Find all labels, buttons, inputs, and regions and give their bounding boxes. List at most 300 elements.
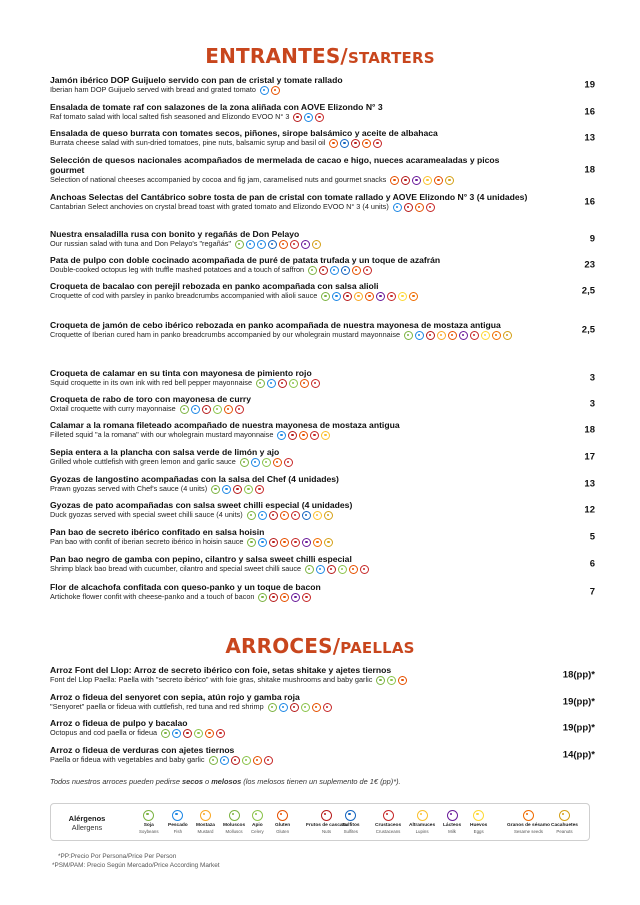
sesame-icon: [313, 538, 322, 547]
gluten-icon: [271, 86, 280, 95]
crustaceans-icon: [284, 458, 293, 467]
item-price: 9: [589, 233, 595, 245]
gluten-icon: [280, 511, 289, 520]
nuts-icon: [327, 565, 336, 574]
item-price: 14(pp)*: [562, 749, 595, 761]
nuts-icon: [183, 729, 192, 738]
item-name-en: [50, 537, 530, 547]
lupins-icon: [321, 431, 330, 440]
legend-label-en: Soybeans: [139, 828, 159, 834]
menu-item: [50, 155, 595, 185]
menu-item: [50, 281, 595, 301]
gluten-icon: [205, 729, 214, 738]
fish-icon: [172, 810, 183, 821]
crustaceans-icon: [315, 113, 324, 122]
footnotes: [52, 852, 220, 870]
celery-icon: [338, 565, 347, 574]
legend-label-en: Crustaceans: [375, 828, 401, 834]
crustaceans-icon: [235, 405, 244, 414]
peanuts-icon: [324, 511, 333, 520]
menu-item: [50, 527, 595, 547]
crustaceans-icon: [255, 485, 264, 494]
crustaceans-icon: [387, 292, 396, 301]
item-description: Prawn gyozas served with Chef's sauce (4 units): [50, 484, 208, 494]
rice-note: [50, 777, 401, 786]
item-name-en: [50, 430, 530, 440]
crustaceans-icon: [311, 379, 320, 388]
gluten-icon: [349, 565, 358, 574]
allergen-icons: [293, 113, 324, 122]
item-description: Grilled whole cuttlefish with green lemon and garlic sauce: [50, 457, 236, 467]
item-name-es: Ensalada de tomate raf con salazones de la zona aliñada con AOVE Elizondo N° 3: [50, 102, 383, 112]
legend-label-es: Soja: [143, 823, 154, 828]
fish-icon: [330, 266, 339, 275]
item-name-es: Croqueta de rabo de toro con mayonesa de curry: [50, 394, 252, 404]
item-name-es: Pan bao negro de gamba con pepino, cilantro y salsa sweet chilli especial: [50, 554, 352, 564]
legend-molluscs: [223, 810, 245, 834]
nuts-icon: [269, 511, 278, 520]
soy-icon: [211, 485, 220, 494]
item-name-en: [50, 175, 530, 185]
legend-crustaceans: [375, 810, 401, 834]
eggs-icon: [398, 292, 407, 301]
gluten-icon: [224, 405, 233, 414]
menu-item: [50, 692, 595, 712]
note-post: (los melosos tienen un suplemento de 1€ (pp)*).: [241, 777, 401, 786]
crustaceans-icon: [426, 203, 435, 212]
soy-icon: [143, 810, 154, 821]
celery-icon: [244, 485, 253, 494]
fish-icon: [415, 331, 424, 340]
molluscs-icon: [229, 810, 240, 821]
legend-label-es: Gluten: [275, 823, 291, 828]
item-price: 3: [589, 372, 595, 384]
item-name-en: [50, 330, 530, 340]
item-description: Font del Llop Paella: Paella with "secreto ibérico" with foie gras, shitake mushrooms and baby garlic: [50, 675, 373, 685]
celery-icon: [301, 703, 310, 712]
celery-icon: [194, 729, 203, 738]
legend-label-es: Pescado: [168, 823, 188, 828]
item-price: 5: [589, 531, 595, 543]
item-name-en: [50, 564, 530, 574]
item-description: Cantabrian Select anchovies on crystal bread toast with grated tomato and Elizondo EVOO N° 3 (4 units): [50, 202, 389, 212]
fish-icon: [172, 729, 181, 738]
fish-icon: [251, 458, 260, 467]
gluten-icon: [277, 810, 288, 821]
item-price: 16: [584, 196, 595, 208]
legend-mustard: [196, 810, 215, 834]
item-name-en: [50, 728, 530, 738]
item-name-es: Anchoas Selectas del Cantábrico sobre tosta de pan de cristal con tomate rallado y AOVE Elizondo N° 3 (4 unidades): [50, 192, 528, 202]
lupins-icon: [417, 810, 428, 821]
soy-icon: [404, 331, 413, 340]
legend-label-en: Sulfites: [343, 828, 358, 834]
legend-label-en: Milk: [448, 828, 456, 834]
soy-icon: [235, 240, 244, 249]
legend-milk: [443, 810, 461, 834]
sulfites-icon: [340, 139, 349, 148]
allergen-icons: [260, 86, 280, 95]
note-secos: secos: [182, 777, 203, 786]
menu-item: [50, 420, 595, 440]
soy-icon: [321, 292, 330, 301]
item-name-es: Calamar a la romana fileteado acompañado de nuestra mayonesa de mostaza antigua: [50, 420, 400, 430]
fish-icon: [258, 511, 267, 520]
menu-item: [50, 320, 595, 340]
item-name-en: [50, 202, 530, 212]
legend-label-es: Huevos: [470, 823, 488, 828]
legend-title-es: Alérgenos: [68, 814, 106, 823]
gluten-icon: [300, 379, 309, 388]
fish-icon: [267, 379, 276, 388]
celery-icon: [387, 676, 396, 685]
menu-item: [50, 394, 595, 414]
menu-item: [50, 554, 595, 574]
allergen-icons: [321, 292, 418, 301]
nuts-icon: [426, 331, 435, 340]
nuts-icon: [231, 756, 240, 765]
item-description: "Senyoret" paella or fideua with cuttlefish, red tuna and red shrimp: [50, 702, 264, 712]
soy-icon: [240, 458, 249, 467]
milk-icon: [301, 240, 310, 249]
allergen-icons: [277, 431, 330, 440]
item-price: 6: [589, 558, 595, 570]
lupins-icon: [313, 511, 322, 520]
item-price: 3: [589, 398, 595, 410]
gluten-icon: [280, 593, 289, 602]
item-name-en: [50, 239, 530, 249]
legend-label-en: Molluscs: [225, 828, 243, 834]
sesame-icon: [409, 292, 418, 301]
crustaceans-icon: [291, 511, 300, 520]
item-name-en: [50, 265, 530, 275]
item-price: 2,5: [581, 285, 595, 297]
crustaceans-icon: [323, 703, 332, 712]
legend-label-es: Apio: [252, 823, 263, 828]
item-name-en: [50, 85, 530, 95]
crustaceans-icon: [264, 756, 273, 765]
item-description: Oxtail croquette with curry mayonnaise: [50, 404, 176, 414]
item-description: Artichoke flower confit with cheese-panko and a touch of bacon: [50, 592, 255, 602]
milk-icon: [376, 292, 385, 301]
footnote-psm: *PSM/PAM: Precio Según Mercado/Price According Market: [52, 862, 220, 869]
gluten-icon: [253, 756, 262, 765]
item-name-en: [50, 404, 530, 414]
legend-label-en: Celery: [251, 828, 264, 834]
legend-label-es: Frutos de cascara: [306, 823, 348, 828]
legend-fish: [168, 810, 188, 834]
fish-icon: [257, 240, 266, 249]
item-description: Croquette of Iberian cured ham in panko breadcrumbs accompanied by our wholegrain mustard mayonnaise: [50, 330, 401, 340]
item-price: 19(pp)*: [562, 696, 595, 708]
nuts-icon: [233, 485, 242, 494]
fish-icon: [260, 86, 269, 95]
legend-title-en: Allergens: [71, 823, 103, 832]
peanuts-icon: [559, 810, 570, 821]
soy-icon: [308, 266, 317, 275]
item-name-es: Croqueta de bacalao con perejil rebozada en panko acompañada con salsa alioli: [50, 281, 379, 291]
item-description: Shrimp black bao bread with cucumber, cilantro and special sweet chilli sauce: [50, 564, 302, 574]
nuts-icon: [319, 266, 328, 275]
mustard-icon: [200, 810, 211, 821]
starters-title-en: STARTERS: [347, 49, 435, 67]
legend-label-es: Altramuces: [409, 823, 436, 828]
item-name-en: [50, 755, 530, 765]
item-price: 7: [589, 586, 595, 598]
fish-icon: [246, 240, 255, 249]
celery-icon: [242, 756, 251, 765]
item-price: 18: [584, 164, 595, 176]
allergen-icons: [161, 729, 225, 738]
allergen-icons: [247, 538, 333, 547]
item-name-es: Nuestra ensaladilla rusa con bonito y regañás de Don Pelayo: [50, 229, 300, 239]
fish-icon: [332, 292, 341, 301]
crustaceans-icon: [216, 729, 225, 738]
milk-icon: [459, 331, 468, 340]
fish-icon: [258, 538, 267, 547]
item-price: 13: [584, 132, 595, 144]
soy-icon: [305, 565, 314, 574]
soy-icon: [180, 405, 189, 414]
item-name-es: Pata de pulpo con doble cocinado acompañada de puré de patata trufada y un toque de azafrán: [50, 255, 441, 265]
item-description: Selection of national cheeses accompanied by cocoa and fig jam, caramelised nuts and gourmet snacks: [50, 175, 387, 185]
sulfites-icon: [302, 511, 311, 520]
item-price: 13: [584, 478, 595, 490]
item-description: Croquette of cod with parsley in panko breadcrumbs accompanied with alioli sauce: [50, 291, 318, 301]
menu-item: [50, 665, 595, 685]
nuts-icon: [278, 379, 287, 388]
legend-title: [59, 814, 115, 832]
starters-title-es: ENTRANTES/: [205, 44, 348, 68]
footnote-pp: *PP:Precio Por Persona/Price Per Person: [58, 853, 177, 860]
legend-label-es: Mostaza: [196, 823, 215, 828]
item-name-es: Flor de alcachofa confitada con queso-panko y un toque de bacon: [50, 582, 321, 592]
allergen-icons: [180, 405, 244, 414]
legend-sesame: [507, 810, 550, 834]
crustaceans-icon: [373, 139, 382, 148]
nuts-icon: [351, 139, 360, 148]
menu-item: [50, 718, 595, 738]
soy-icon: [376, 676, 385, 685]
allergen-icons: [393, 203, 435, 212]
sesame-icon: [492, 331, 501, 340]
allergen-icons: [268, 703, 332, 712]
allergen-icons: [305, 565, 369, 574]
allergen-icons: [247, 511, 333, 520]
item-name-en: [50, 138, 530, 148]
paellas-title: [0, 634, 640, 658]
celery-icon: [252, 810, 263, 821]
legend-label-es: Granos de sésamo: [507, 823, 550, 828]
fish-icon: [393, 203, 402, 212]
crustaceans-icon: [302, 593, 311, 602]
peanuts-icon: [445, 176, 454, 185]
item-name-es: Sepia entera a la plancha con salsa verde de limón y ajo: [50, 447, 280, 457]
allergen-icons: [256, 379, 320, 388]
eggs-icon: [481, 331, 490, 340]
item-description: Burrata cheese salad with sun-dried tomatoes, pine nuts, balsamic syrup and basil oil: [50, 138, 326, 148]
item-name-es: Croqueta de jamón de cebo ibérico rebozada en panko acompañada de nuestra mayonesa de mostaza antigua: [50, 320, 501, 330]
legend-peanuts: [551, 810, 578, 834]
item-price: 19(pp)*: [562, 722, 595, 734]
legend-sulfites: [342, 810, 360, 834]
allergen-icons: [390, 176, 454, 185]
item-price: 18(pp)*: [562, 669, 595, 681]
sulfites-icon: [268, 240, 277, 249]
legend-label-en: Mustard: [197, 828, 214, 834]
nuts-icon: [321, 810, 332, 821]
menu-item: [50, 474, 595, 494]
nuts-icon: [404, 203, 413, 212]
menu-item: [50, 128, 595, 148]
crustaceans-icon: [360, 565, 369, 574]
legend-label-en: Gluten: [276, 828, 290, 834]
starters-title: [0, 44, 640, 68]
item-name-es: Arroz o fideua de pulpo y bacalao: [50, 718, 188, 728]
legend-label-es: Moluscos: [223, 823, 246, 828]
allergen-icons: [240, 458, 293, 467]
gluten-icon: [390, 176, 399, 185]
milk-icon: [412, 176, 421, 185]
paellas-title-en: PAELLAS: [340, 639, 415, 657]
crustaceans-icon: [470, 331, 479, 340]
legend-label-es: Crustaceos: [375, 823, 402, 828]
paellas-title-es: ARROCES/: [225, 634, 341, 658]
menu-item: [50, 229, 595, 249]
item-description: Our russian salad with tuna and Don Pelayo's "regañás": [50, 239, 231, 249]
legend-celery: [251, 810, 264, 834]
allergen-icons: [235, 240, 321, 249]
menu-item: [50, 255, 595, 275]
item-name-es: Arroz o fideua de verduras con ajetes tiernos: [50, 745, 235, 755]
legend-label-es: Sulfitos: [342, 823, 360, 828]
peanuts-icon: [503, 331, 512, 340]
item-name-en: [50, 457, 530, 467]
soy-icon: [256, 379, 265, 388]
fish-icon: [304, 113, 313, 122]
gluten-icon: [279, 240, 288, 249]
mustard-icon: [437, 331, 446, 340]
item-name-es: Arroz Font del Llop: Arroz de secreto ibérico con foie, setas shitake y ajetes tiernos: [50, 665, 392, 675]
legend-label-en: Fish: [173, 828, 183, 834]
allergen-icons: [404, 331, 512, 340]
item-description: Octopus and cod paella or fideua: [50, 728, 158, 738]
menu-item: [50, 192, 595, 212]
item-price: 19: [584, 79, 595, 91]
legend-eggs: [470, 810, 487, 834]
soy-icon: [247, 511, 256, 520]
legend-lupins: [409, 810, 435, 834]
celery-icon: [213, 405, 222, 414]
item-name-es: Gyozas de pato acompañadas con salsa sweet chilli especial (4 unidades): [50, 500, 353, 510]
crustaceans-icon: [363, 266, 372, 275]
item-name-es: Pan bao de secreto ibérico confitado en salsa hoisin: [50, 527, 265, 537]
nuts-icon: [269, 538, 278, 547]
gluten-icon: [329, 139, 338, 148]
note-melosos: melosos: [211, 777, 242, 786]
item-name-en: [50, 378, 530, 388]
item-name-en: [50, 675, 530, 685]
nuts-icon: [401, 176, 410, 185]
item-price: 17: [584, 451, 595, 463]
allergen-icons: [209, 756, 273, 765]
soy-icon: [258, 593, 267, 602]
legend-label-en: Nuts: [322, 828, 332, 834]
item-price: 18: [584, 424, 595, 436]
allergen-icons: [308, 266, 372, 275]
celery-icon: [262, 458, 271, 467]
allergen-icons: [258, 593, 311, 602]
nuts-icon: [290, 703, 299, 712]
item-price: 16: [584, 106, 595, 118]
menu-item: [50, 447, 595, 467]
gluten-icon: [299, 431, 308, 440]
item-name-es: Ensalada de queso burrata con tomates secos, piñones, sirope balsámico y aceite de albahaca: [50, 128, 438, 138]
crustaceans-icon: [310, 431, 319, 440]
item-description: Squid croquette in its own ink with red bell pepper mayonnaise: [50, 378, 252, 388]
item-name-en: [50, 112, 530, 122]
legend-label-es: Cacahuetes: [551, 823, 578, 828]
sulfites-icon: [341, 266, 350, 275]
milk-icon: [302, 538, 311, 547]
item-name-en: [50, 510, 530, 520]
eggs-icon: [473, 810, 484, 821]
legend-label-en: Eggs: [473, 828, 484, 834]
gluten-icon: [362, 139, 371, 148]
item-name-es: Arroz o fideua del senyoret con sepia, atún rojo y gamba roja: [50, 692, 300, 702]
item-description: Paella or fideua with vegetables and baby garlic: [50, 755, 205, 765]
nuts-icon: [343, 292, 352, 301]
item-description: Raf tomato salad with local salted fish seasoned and Elizondo EVOO N° 3: [50, 112, 290, 122]
item-name-en: [50, 702, 530, 712]
item-description: Iberian ham DOP Guijuelo served with bread and grated tomato: [50, 85, 256, 95]
gluten-icon: [273, 458, 282, 467]
peanuts-icon: [312, 240, 321, 249]
soy-icon: [247, 538, 256, 547]
nuts-icon: [293, 113, 302, 122]
legend-soy: [139, 810, 159, 834]
legend-label-en: Lupins: [415, 828, 429, 834]
gluten-icon: [352, 266, 361, 275]
allergen-icons: [211, 485, 264, 494]
nuts-icon: [202, 405, 211, 414]
item-price: 12: [584, 504, 595, 516]
fish-icon: [222, 485, 231, 494]
item-price: 23: [584, 259, 595, 271]
milk-icon: [291, 593, 300, 602]
item-name-es: Selección de quesos nacionales acompañados de mermelada de cacao e higo, nueces acaramealadas y picos gourmet: [50, 155, 500, 176]
legend-nuts: [306, 810, 347, 834]
legend-label-es: Lácteos: [443, 823, 462, 828]
item-description: Duck gyozas served with special sweet chilli sauce (4 units): [50, 510, 243, 520]
item-name-es: Croqueta de calamar en su tinta con mayonesa de pimiento rojo: [50, 368, 312, 378]
peanuts-icon: [324, 538, 333, 547]
legend-label-en: Sesame seeds: [513, 828, 543, 834]
crustaceans-icon: [291, 538, 300, 547]
soy-icon: [209, 756, 218, 765]
item-name-en: [50, 484, 530, 494]
item-name-en: [50, 592, 530, 602]
menu-item: [50, 368, 595, 388]
gluten-icon: [448, 331, 457, 340]
mustard-icon: [354, 292, 363, 301]
sulfites-icon: [345, 810, 356, 821]
soy-icon: [268, 703, 277, 712]
fish-icon: [277, 431, 286, 440]
item-description: Double-cooked octopus leg with truffle mashed potatoes and a touch of saffron: [50, 265, 305, 275]
soy-icon: [161, 729, 170, 738]
celery-icon: [289, 379, 298, 388]
